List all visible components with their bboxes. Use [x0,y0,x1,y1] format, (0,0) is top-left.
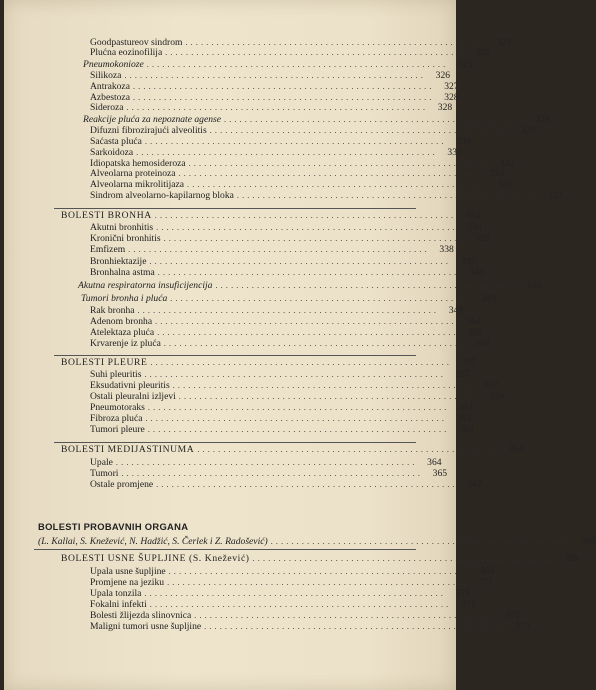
toc-entry: Tumori bronha i pluća .......................................................... 349 [81,293,496,304]
toc-entry: Akutna respiratorna insuficijencija .......................................................... 348 [78,280,542,291]
toc-entry-page: 348 [526,280,542,291]
toc-entry: Bolesti žlijezda slinovnica .......................................................... 372 [90,610,520,621]
toc-entry-title: Fibroza pluća [90,413,143,424]
toc-entry-title: Azbestoza [90,92,130,103]
toc-entry-title: Bolesti žlijezda slinovnica [90,610,192,621]
section-divider [54,442,416,443]
toc-entry-authors: (L. Kallai, S. Knežević, N. Hadžić, S. Čerlek i Z. Radošević) [38,536,268,547]
toc-entry: Pneumokonioze .......................................................... 325 [83,59,473,70]
toc-entry-title: Atelektaza pluća [90,327,155,338]
toc-entry-page: 362 [456,413,472,424]
toc-entry: Promjene na jeziku .......................................................... 371 [90,577,493,588]
toc-entry-title: Upale [90,457,113,468]
toc-entry: Fibroza pluća .......................................................... 362 [90,413,472,424]
toc-entry-title: Saćasta pluća [90,136,142,147]
toc-entry-page: 354 [466,316,481,327]
toc-entry: Reakcije pluća za nepoznate agense .......................................................... 328 [83,114,550,125]
toc-entry: Alveolarna proteinoza .......................................................... 333 [90,168,505,179]
toc-entry-page: 330 [456,136,471,147]
toc-entry-title: Akutna respiratorna insuficijencija [78,280,213,291]
toc-entry-title: Sideroza [90,102,124,113]
toc-entry: Sideroza .......................................................... 328 [90,102,453,113]
toc-entry: Antrakoza .......................................................... 327 [90,81,459,92]
toc-entry-title: Eksudativni pleuritis [90,380,170,391]
toc-entry-page: 357 [483,380,499,391]
toc-entry: Krvarenje iz pluća .......................................................... 356 [90,338,490,349]
toc-entry: Upala usne šupljine .......................................................... 369 [90,566,495,577]
toc-entry-page: 372 [460,599,476,610]
toc-entry: Alveolarna mikrolitijaza .......................................................... 333 [90,179,513,190]
toc-entry-title: Krvarenje iz pluća [90,338,161,349]
toc-entry-title: Suhi pleuritis [90,369,142,380]
toc-entry-page: 364 [508,444,523,455]
toc-entry: Azbestoza .......................................................... 328 [90,92,459,103]
toc-entry-page: 357 [461,357,477,368]
toc-entry-title: Tumori [90,468,119,479]
toc-entry-page: 333 [489,168,505,179]
section-divider [54,355,416,356]
toc-entry-page: 349 [481,293,496,304]
toc-entry-page: 372 [505,610,520,621]
toc-entry-page: 373 [515,621,530,632]
toc-entry-title: Bronhiektazije [90,256,147,267]
toc-entry: Ostali pleuralni izljevi .......................................................... 359 [90,391,505,402]
toc-entry-title: Antrakoza [90,81,130,92]
toc-entry-page: 325 [496,37,512,48]
section-divider [34,549,416,550]
toc-entry-title: BOLESTI USNE ŠUPLJINE (S. Knežević) [61,553,250,564]
toc-entry: (L. Kallai, S. Knežević, N. Hadžić, S. Čerlek i Z. Radošević) .......................................................... 369 [38,536,596,547]
toc-entry: Idiopatska hemosideroza .......................................................... 332 [90,158,515,169]
toc-entry-page: 338 [439,244,454,255]
toc-entry: Saćasta pluća .......................................................... 330 [90,136,471,147]
toc-entry-page: 356 [475,338,490,349]
toc-entry-title: Ostali pleuralni izljevi [90,391,176,402]
toc-entry-page: 369 [479,566,495,577]
section-divider [54,208,416,209]
toc-entry: Ostale promjene .......................................................... 367 [90,479,482,490]
toc-entry-page: 343 [468,267,484,278]
toc-entry-title: Pneumotoraks [90,402,145,413]
toc-entry-page: 328 [535,114,550,125]
toc-entry: Maligni tumori usne šupljine .......................................................... 373 [90,621,530,632]
toc-entry-page: 371 [478,577,493,588]
toc-entry-title: Upala tonzila [90,588,142,599]
toc-entry: Emfizem .......................................................... 338 [90,244,454,255]
toc-entry-page: 325 [476,47,491,58]
toc-entry-title: Idiopatska hemosideroza [90,158,186,169]
toc-entry-page: 333 [548,190,563,201]
toc-entry-title: Upala usne šupljine [90,566,166,577]
toc-section-heading: BOLESTI BRONHA .......................................................... 334 [61,210,481,221]
toc-entry: Kronični bronhitis .......................................................... 335 [90,233,490,244]
toc-entry: Difuzni fibrozirajući alveolitis .......................................................... 329 [90,125,536,136]
toc-entry-page: 367 [467,479,482,490]
toc-entry-page: 357 [455,369,471,380]
toc-entry-page: 364 [427,457,442,468]
toc-entry-title: Ostale promjene [90,479,154,490]
toc-entry-page: 331 [447,147,462,158]
toc-entry-page: 361 [459,402,474,413]
toc-entry-title: Adenom bronha [90,316,153,327]
toc-entry-title: Sindrom alveolarno-kapilarnog bloka [90,190,234,201]
toc-entry-title: BOLESTI BRONHA [61,210,152,221]
toc-entry: Goodpastureov sindrom .......................................................... 325 [90,37,512,48]
toc-entry-page: 369 [581,536,596,547]
table-of-contents [4,0,596,690]
toc-entry-page: 339 [460,256,476,267]
book-page [4,0,596,690]
toc-entry-page: 328 [444,92,459,103]
toc-entry-title: Promjene na jeziku [90,577,165,588]
toc-entry: Rak bronha .......................................................... 349 [90,305,464,316]
toc-entry: Plućna eozinofilija .......................................................... 325 [90,47,491,58]
toc-entry: Atelektaza pluća .......................................................... 355 [90,327,483,338]
toc-section-heading: BOLESTI PLEURE .......................................................... 357 [61,357,477,368]
toc-entry-title: Alveolarna proteinoza [90,168,176,179]
toc-entry: Adenom bronha .......................................................... 354 [90,316,481,327]
toc-entry: Pneumotoraks .......................................................... 361 [90,402,474,413]
toc-entry-page: 333 [498,179,513,190]
toc-entry-title: Kronični bronhitis [90,233,161,244]
toc-entry: Akutni bronhitis .......................................................... 334 [90,222,482,233]
toc-entry: Upale .......................................................... 364 [90,457,442,468]
toc-entry: Bronhiektazije .......................................................... 339 [90,256,476,267]
toc-entry-title: Tumori bronha i pluća [81,293,168,304]
toc-entry-page: 335 [474,233,490,244]
toc-entry-title: BOLESTI PLEURE [61,357,148,368]
toc-entry: Suhi pleuritis .......................................................... 357 [90,369,471,380]
toc-entry-title: Plućna eozinofilija [90,47,163,58]
toc-entry-title: Difuzni fibrozirajući alveolitis [90,125,207,136]
toc-entry-title: BOLESTI MEDIJASTINUMA [61,444,195,455]
toc-entry-page: 369 [563,553,579,564]
toc-entry-page: 334 [467,222,482,233]
toc-entry-title: Emfizem [90,244,126,255]
toc-entry-page: 371 [455,588,471,599]
toc-entry-page: 363 [459,424,474,435]
toc-entry: Silikoza .......................................................... 326 [90,70,451,81]
toc-entry-page: 349 [448,305,464,316]
toc-entry: Eksudativni pleuritis .......................................................... 357 [90,380,499,391]
toc-entry: Sarkoidoza .......................................................... 331 [90,147,462,158]
toc-entry-page: 328 [437,102,453,113]
toc-entry-title: Alveolarna mikrolitijaza [90,179,185,190]
toc-entry-page: 359 [490,391,505,402]
toc-entry-title: Goodpastureov sindrom [90,37,183,48]
toc-section-heading: BOLESTI USNE ŠUPLJINE (S. Knežević) .......................................................... 369 [61,553,579,564]
toc-entry-page: 329 [520,125,536,136]
toc-entry-title: Sarkoidoza [90,147,134,158]
toc-section-heading: BOLESTI MEDIJASTINUMA .......................................................... 364 [61,444,523,455]
toc-entry-title: Akutni bronhitis [90,222,154,233]
toc-entry-page: 365 [432,468,448,479]
toc-entry-page: 326 [435,70,451,81]
toc-entry-page: 327 [444,81,459,92]
toc-entry-title: Tumori pleure [90,424,145,435]
toc-entry-title: Maligni tumori usne šupljine [90,621,202,632]
toc-chapter-heading [38,521,288,532]
toc-entry: Fokalni infekti .......................................................... 372 [90,599,476,610]
toc-entry-title: Pneumokonioze [83,59,144,70]
toc-entry-page: 325 [457,59,473,70]
toc-entry-title: Silikoza [90,70,122,81]
toc-entry-title: Fokalni infekti [90,599,147,610]
toc-entry-page: 334 [465,210,481,221]
toc-entry-page: 355 [468,327,483,338]
toc-entry: Tumori pleure .......................................................... 363 [90,424,474,435]
toc-entry: Bronhalna astma .......................................................... 343 [90,267,484,278]
toc-entry-title: BOLESTI PROBAVNIH ORGANA [38,521,189,532]
toc-entry: Upala tonzila .......................................................... 371 [90,588,471,599]
toc-entry-title: Rak bronha [90,305,135,316]
toc-entry-title: Reakcije pluća za nepoznate agense [83,114,221,125]
toc-entry-page: 332 [499,158,515,169]
toc-entry-title: Bronhalna astma [90,267,155,278]
toc-entry: Sindrom alveolarno-kapilarnog bloka .......................................................... 333 [90,190,563,201]
toc-entry: Tumori .......................................................... 365 [90,468,448,479]
